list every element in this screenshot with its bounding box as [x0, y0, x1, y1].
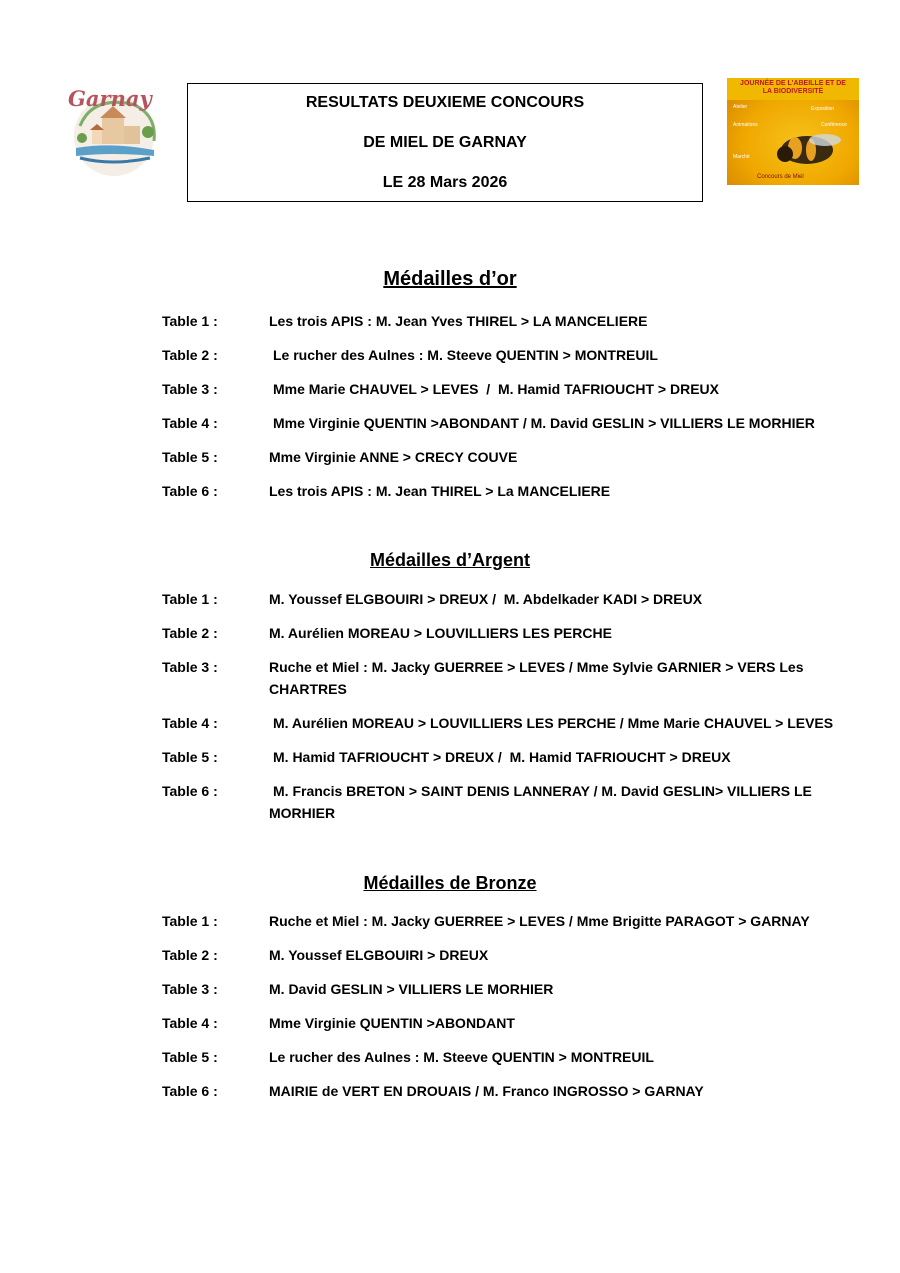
- svg-text:Conférence: Conférence: [821, 122, 847, 128]
- title-box: [187, 83, 703, 202]
- row-label: Table 3 :: [162, 981, 218, 997]
- row-text: M. Aurélien MOREAU > LOUVILLIERS LES PERCHE: [269, 625, 612, 641]
- logo-text: Garnay: [68, 86, 152, 111]
- section-title-gold: Médailles d’or: [383, 268, 517, 290]
- section-title-bronze: Médailles de Bronze: [363, 873, 537, 893]
- row-text: M. Aurélien MOREAU > LOUVILLIERS LES PERCHE / Mme Marie CHAUVEL > LEVES: [273, 715, 834, 731]
- section-title-silver: Médailles d’Argent: [369, 550, 531, 570]
- row-label: Table 6 :: [162, 483, 218, 499]
- row-label: Table 5 :: [162, 749, 218, 765]
- row-text: M. Hamid TAFRIOUCHT > DREUX / M. Hamid TAFRIOUCHT > DREUX: [273, 749, 731, 765]
- row-text: Mme Virginie ANNE > CRECY COUVE: [269, 449, 518, 465]
- title-line-2: DE MIEL DE GARNAY: [363, 134, 527, 151]
- row-text: Le rucher des Aulnes : M. Steeve QUENTIN > MONTREUIL: [273, 347, 658, 363]
- row-text: M. Youssef ELGBOUIRI > DREUX / M. Abdelkader KADI > DREUX: [269, 591, 703, 607]
- row-text: Mme Virginie QUENTIN >ABONDANT: [269, 1015, 515, 1031]
- row-text: Ruche et Miel : M. Jacky GUERREE > LEVES / Mme Sylvie GARNIER > VERS Les CHARTRES: [269, 659, 804, 697]
- svg-text:Animations: Animations: [733, 122, 758, 128]
- row-label: Table 4 :: [162, 415, 218, 431]
- row-text: Les trois APIS : M. Jean THIREL > La MANCELIERE: [269, 483, 611, 499]
- row-text: M. David GESLIN > VILLIERS LE MORHIER: [269, 981, 554, 997]
- title-line-1: RESULTATS DEUXIEME CONCOURS: [305, 94, 585, 111]
- row-label: Table 1 :: [162, 591, 218, 607]
- title-line-3: LE 28 Mars 2026: [382, 174, 508, 191]
- row-label: Table 1 :: [162, 313, 218, 329]
- row-text: Les trois APIS : M. Jean Yves THIREL > LA MANCELIERE: [269, 313, 648, 329]
- row-label: Table 1 :: [162, 913, 218, 929]
- row-text: Ruche et Miel : M. Jacky GUERREE > LEVES / Mme Brigitte PARAGOT > GARNAY: [269, 913, 810, 929]
- row-text: Mme Marie CHAUVEL > LEVES / M. Hamid TAFRIOUCHT > DREUX: [273, 381, 719, 397]
- row-text: M. Francis BRETON > SAINT DENIS LANNERAY / M. David GESLIN> VILLIERS LE MORHIER: [269, 783, 812, 821]
- svg-text:Concours de Miel: Concours de Miel: [757, 174, 804, 180]
- svg-text:Atelier: Atelier: [733, 104, 748, 110]
- svg-text:Marché: Marché: [733, 154, 750, 160]
- row-text: Le rucher des Aulnes : M. Steeve QUENTIN > MONTREUIL: [269, 1049, 654, 1065]
- row-label: Table 2 :: [162, 347, 218, 363]
- bee-day-poster: [727, 78, 859, 185]
- poster-title: JOURNÉE DE L'ABEILLE ET DE LA BIODIVERSITÉ: [740, 80, 846, 95]
- row-text: Mme Virginie QUENTIN >ABONDANT / M. David GESLIN > VILLIERS LE MORHIER: [273, 415, 815, 431]
- row-label: Table 5 :: [162, 449, 218, 465]
- garnay-logo: [62, 86, 162, 178]
- row-label: Table 6 :: [162, 783, 218, 799]
- row-label: Table 2 :: [162, 625, 218, 641]
- row-label: Table 3 :: [162, 659, 218, 675]
- row-label: Table 3 :: [162, 381, 218, 397]
- row-label: Table 4 :: [162, 715, 218, 731]
- row-text: MAIRIE de VERT EN DROUAIS / M. Franco INGROSSO > GARNAY: [269, 1083, 704, 1099]
- row-label: Table 5 :: [162, 1049, 218, 1065]
- row-label: Table 6 :: [162, 1083, 218, 1099]
- row-label: Table 4 :: [162, 1015, 218, 1031]
- row-label: Table 2 :: [162, 947, 218, 963]
- svg-text:Exposition: Exposition: [811, 106, 835, 112]
- row-text: M. Youssef ELGBOUIRI > DREUX: [269, 947, 489, 963]
